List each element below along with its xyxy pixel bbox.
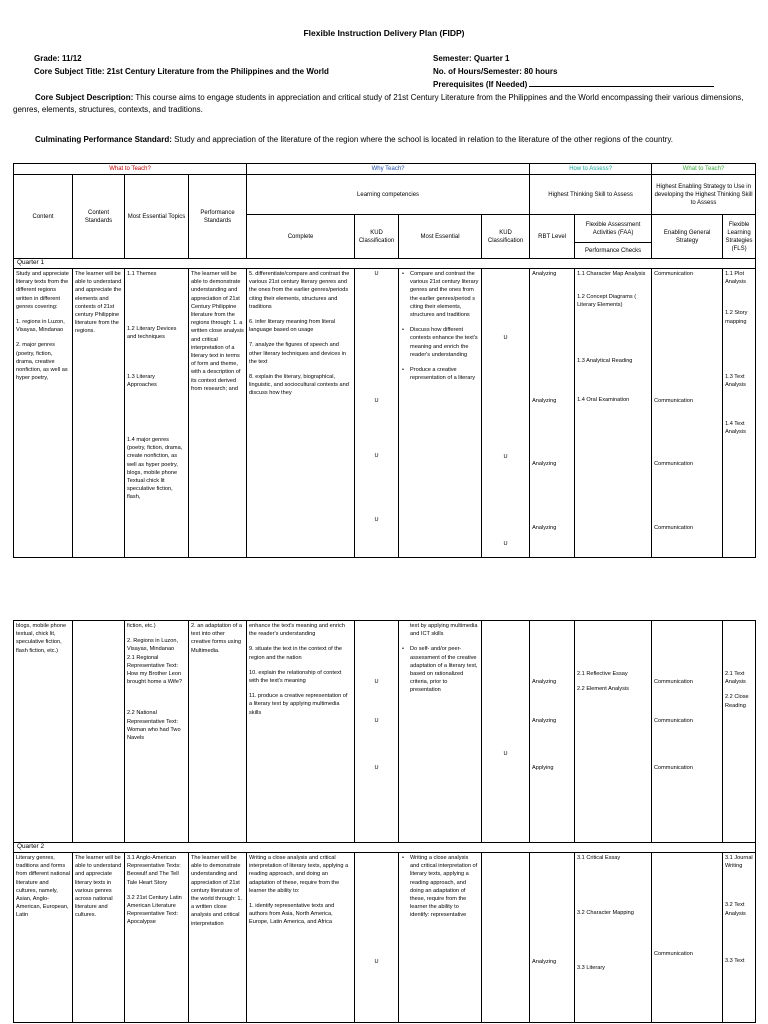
faa-item: 2.2 Element Analysis bbox=[577, 686, 629, 693]
fls-item: 3.3 Text bbox=[725, 957, 745, 964]
quarter-1-label: Quarter 1 bbox=[14, 259, 756, 269]
fls-cell bbox=[723, 621, 756, 843]
competency-item: 10. explain the relationship of context with the text's meaning bbox=[249, 669, 342, 685]
topic-item: 1.2 Literary Devices and techniques bbox=[127, 326, 177, 341]
core-subject-title: Core Subject Title: 21st Century Literature from the Philippines and the World bbox=[34, 67, 329, 76]
prerequisites-row bbox=[433, 78, 714, 91]
topics-cell bbox=[125, 853, 189, 1023]
table-row bbox=[14, 621, 756, 843]
kud-cell bbox=[355, 621, 399, 843]
semester-label: Semester: Quarter 1 bbox=[433, 54, 510, 63]
performance-standard-cell: The learner will be able to demonstrate understanding and appreciation of 21st Century Philippine literature from the regions through: 1. a written close analysis and critical interpretation of a literary text in terms of form and theme, with a description of its context derived from research; and bbox=[189, 269, 247, 558]
strategy-value: Communication bbox=[654, 398, 693, 405]
header-performance-checks: Performance Checks bbox=[575, 243, 652, 259]
header-content: Content bbox=[14, 175, 73, 259]
strategy-value: Communication bbox=[654, 679, 693, 685]
content-text: 1. regions in Luzon, Visayas, Mindanao bbox=[16, 319, 65, 334]
topic-item: 3.2 21st Century Latin American Literature Representative Text: Apocalypse bbox=[127, 894, 182, 926]
content-cell: Literary genres, traditions and forms from different national literature and cultures, namely, Asian, Anglo-American, European, Latin bbox=[14, 853, 73, 1023]
core-subject-description bbox=[13, 92, 755, 116]
faa-item: 2.1 Reflective Essay bbox=[577, 671, 628, 677]
rbt-cell bbox=[530, 269, 575, 558]
rbt-value: Analyzing bbox=[532, 461, 557, 468]
strategy-value: Communication bbox=[654, 524, 693, 531]
kud-cell bbox=[355, 269, 399, 558]
essential-item: • Compare and contrast the various 21st century literary genres and the ones from the earlier genres/period s citing their elements, structures and traditions bbox=[401, 270, 479, 319]
content-standard-cell: The learner will be able to understand and appreciate literary texts in various genres across national literature and cultures. bbox=[73, 853, 125, 1023]
content-standard-cell bbox=[73, 621, 125, 843]
topic-item: 2. Regions in Luzon, Visayas, Mindanao bbox=[127, 638, 178, 653]
essential-cell bbox=[399, 853, 482, 1023]
strategy-cell bbox=[652, 269, 723, 558]
competency-item: 8. explain the literary, biographical, linguistic, and sociocultural contexts and discuss how they bbox=[249, 374, 349, 397]
rbt-cell bbox=[530, 621, 575, 843]
faa-cell bbox=[575, 269, 652, 558]
table-row bbox=[14, 269, 756, 558]
kud-value: U bbox=[374, 718, 379, 725]
competency-item: 5. differentiate/compare and contrast the various 21st century literary genres and the ones from the earlier genres/periods citing their elements, structures and traditions bbox=[249, 271, 350, 310]
fls-item: 1.3 Text Analysis bbox=[725, 373, 746, 389]
header-what-to-teach-2: What to Teach? bbox=[652, 164, 756, 175]
fidp-table-page2 bbox=[13, 620, 756, 1023]
header-complete: Complete bbox=[247, 215, 355, 259]
content-cell: blogs, mobile phone textual, chick lit, speculative fiction, flash fiction, etc.) bbox=[14, 621, 73, 843]
kud-value: U bbox=[503, 335, 508, 341]
strategy-value: Communication bbox=[654, 718, 693, 725]
competency-item: 9. situate the text in the context of the region and the nation bbox=[249, 646, 342, 661]
competency-item: Writing a close analysis and critical interpretation of literary texts, applying a reading approach, and doing an adaptation of these, require from the learner the ability to: bbox=[249, 855, 349, 894]
fls-item: 1.1 Plot Analysis bbox=[725, 271, 746, 286]
kud-value: U bbox=[374, 453, 379, 460]
header-highest-thinking: Highest Thinking Skill to Assess bbox=[530, 175, 652, 215]
faa-item: 1.2 Concept Diagrams ( Literary Elements) bbox=[577, 294, 637, 309]
kud-2-cell bbox=[482, 621, 530, 843]
fls-item: 1.4 Text Analysis bbox=[725, 421, 746, 436]
fls-item: 2.2 Close Reading bbox=[725, 694, 749, 709]
header-enabling-strategy: Enabling General Strategy bbox=[652, 215, 723, 259]
competency-item: 7. analyze the figures of speech and other literary techniques and devices in the text bbox=[249, 342, 347, 365]
header-rbt-level: RBT Level bbox=[530, 215, 575, 259]
kud-cell bbox=[355, 853, 399, 1023]
rbt-value: Analyzing bbox=[532, 959, 557, 965]
competency-item: enhance the text's meaning and enrich the reader's understanding bbox=[249, 623, 345, 638]
faa-item: 3.3 Literary bbox=[577, 965, 605, 972]
kud-2-cell bbox=[482, 853, 530, 1023]
table-row bbox=[14, 853, 756, 1023]
faa-cell bbox=[575, 621, 652, 843]
culminating-standard bbox=[13, 134, 755, 146]
prerequisites-label: Prerequisites (If Needed) bbox=[433, 80, 528, 89]
kud-value: U bbox=[503, 541, 508, 548]
rbt-value: Analyzing bbox=[532, 679, 557, 685]
header-most-essential: Most Essential bbox=[399, 215, 482, 259]
performance-standard-cell: The learner will be able to demonstrate understanding and appreciation of 21st century literature of the world through: 1. a written close analysis and critical interpretation bbox=[189, 853, 247, 1023]
kud-value: U bbox=[503, 454, 508, 461]
content-text: 2. major genres (poetry, fiction, drama, creative nonfiction, as well as hyper poetry, bbox=[16, 342, 68, 382]
strategy-value: Communication bbox=[654, 271, 693, 277]
fls-item: 1.2 Story mapping bbox=[725, 310, 748, 325]
kud-value: U bbox=[374, 398, 379, 405]
faa-item: 1.3 Analytical Reading bbox=[577, 357, 633, 364]
competency-item: 6. infer literary meaning from literal language based on usage bbox=[249, 319, 336, 334]
header-kud: KUD Classification bbox=[355, 215, 399, 259]
performance-standard-cell: 2. an adaptation of a text into other creative forms using Multimedia. bbox=[189, 621, 247, 843]
header-essential-topics: Most Essential Topics bbox=[125, 175, 189, 259]
essential-item: • Writing a close analysis and critical interpretation of literary texts, applying a reading approach, and doing an adaptation of these, require from the learner the ability to identify: representative bbox=[401, 854, 479, 920]
fidp-table-page1 bbox=[13, 163, 756, 558]
header-why-teach: Why Teach? bbox=[247, 164, 530, 175]
competencies-cell bbox=[247, 621, 355, 843]
faa-item: 1.1 Character Map Analysis bbox=[577, 271, 646, 277]
topic-item: 2.2 National Representative Text: Woman who had Two Navels bbox=[127, 710, 181, 742]
topic-item: 1.1 Themes bbox=[127, 271, 157, 277]
header-fls: Flexible Learning Strategies (FLS) bbox=[723, 215, 756, 259]
header-faa: Flexible Assessment Activities (FAA) bbox=[575, 215, 652, 243]
rbt-value: Analyzing bbox=[532, 718, 557, 725]
rbt-value: Analyzing bbox=[532, 271, 557, 277]
description-label: Core Subject Description: bbox=[35, 93, 134, 102]
prerequisites-blank bbox=[529, 78, 714, 87]
kud-value: U bbox=[374, 516, 379, 523]
document-title: Flexible Instruction Delivery Plan (FIDP) bbox=[303, 28, 465, 38]
header-performance-standards: Performance Standards bbox=[189, 175, 247, 259]
kud-value: U bbox=[374, 271, 379, 277]
kud-value: U bbox=[374, 765, 379, 772]
grade-label: Grade: 11/12 bbox=[34, 54, 82, 63]
competencies-cell bbox=[247, 853, 355, 1023]
kud-value: U bbox=[374, 959, 379, 965]
strategy-value: Communication bbox=[654, 461, 693, 468]
strategy-cell bbox=[652, 621, 723, 843]
topics-cell bbox=[125, 621, 189, 843]
essential-item: • Produce a creative representation of a literary bbox=[401, 366, 479, 382]
essential-item: • Discuss how different contexts enhance the text's meaning and enrich the reader's understanding bbox=[401, 326, 479, 359]
faa-item: 3.1 Critical Essay bbox=[577, 855, 621, 861]
quarter-2-label: Quarter 2 bbox=[14, 843, 756, 853]
kud-value: U bbox=[374, 679, 379, 685]
strategy-value: Communication bbox=[654, 765, 693, 772]
essential-cell bbox=[399, 621, 482, 843]
fls-cell bbox=[723, 269, 756, 558]
essential-item: • Do self- and/or peer-assessment of the creative adaptation of a literary text, based on rationalized criteria, prior to presentation bbox=[401, 645, 479, 694]
header-learning-competencies: Learning competencies bbox=[247, 175, 530, 215]
essential-item: text by applying multimedia and ICT skills bbox=[410, 623, 478, 638]
fls-cell bbox=[723, 853, 756, 1023]
topics-cell bbox=[125, 269, 189, 558]
standard-text: Study and appreciation of the literature of the region where the school is located in relation to the literature of the other regions of the country. bbox=[171, 135, 673, 144]
rbt-value: Applying bbox=[532, 765, 554, 772]
topic-item: 1.4 major genres (poetry, fiction, drama, create nonfiction, as well as hyper poetry, blogs, mobile phone Textual chick lit speculative fiction, flash, bbox=[127, 437, 183, 501]
competencies-cell bbox=[247, 269, 355, 558]
fls-item: 3.1 Journal Writing bbox=[725, 855, 753, 870]
faa-item: 3.2 Character Mapping bbox=[577, 910, 634, 917]
content-text: Study and appreciate literary texts from the different regions written in different genres covering: bbox=[16, 271, 69, 310]
fls-item: 3.2 Text Analysis bbox=[725, 902, 746, 917]
topic-item: 2.1 Regional Representative Text: How my Brother Leon brought home a Wife? bbox=[127, 654, 183, 686]
topic-item: 3.1 Anglo-American Representative Texts: Beowulf and The Tell Tale Heart Story bbox=[127, 855, 181, 886]
faa-item: 1.4 Oral Examination bbox=[577, 396, 630, 403]
content-standard-cell: The learner will be able to understand and appreciate the elements and contexts of 21st century Philippine literature from the regions. bbox=[73, 269, 125, 558]
kud-value: U bbox=[503, 751, 508, 757]
standard-label: Culminating Performance Standard: bbox=[35, 135, 172, 144]
content-cell bbox=[14, 269, 73, 558]
kud-2-cell bbox=[482, 269, 530, 558]
faa-cell bbox=[575, 853, 652, 1023]
competency-item: 1. identify representative texts and authors from Asia, North America, Europe, Latin America, and Africa bbox=[249, 903, 335, 926]
header-kud-2: KUD Classification bbox=[482, 215, 530, 259]
essential-cell bbox=[399, 269, 482, 558]
description-text: This course aims to engage students in appreciation and critical study of 21st Century Literature from the Philippines and the World encompassing their various dimensions, genres, elements, structures, contexts, and traditions. bbox=[13, 93, 744, 114]
topic-item: 1.3 Literary Approaches bbox=[127, 373, 157, 388]
hours-label: No. of Hours/Semester: 80 hours bbox=[433, 67, 558, 76]
fls-item: 2.1 Text Analysis bbox=[725, 671, 746, 686]
rbt-cell bbox=[530, 853, 575, 1023]
rbt-value: Analyzing bbox=[532, 398, 557, 405]
strategy-value: Communication bbox=[654, 951, 693, 957]
strategy-cell bbox=[652, 853, 723, 1023]
competency-item: 11. produce a creative representation of a literary text by applying multimedia skills bbox=[249, 693, 348, 716]
header-how-to-assess: How to Assess? bbox=[530, 164, 652, 175]
header-content-standards: Content Standards bbox=[73, 175, 125, 259]
topic-item: fiction, etc.) bbox=[127, 623, 156, 629]
header-highest-enabling: Highest Enabling Strategy to Use in developing the Highest Thinking Skill to Assess bbox=[652, 175, 756, 215]
header-what-to-teach: What to Teach? bbox=[14, 164, 247, 175]
rbt-value: Analyzing bbox=[532, 524, 557, 531]
